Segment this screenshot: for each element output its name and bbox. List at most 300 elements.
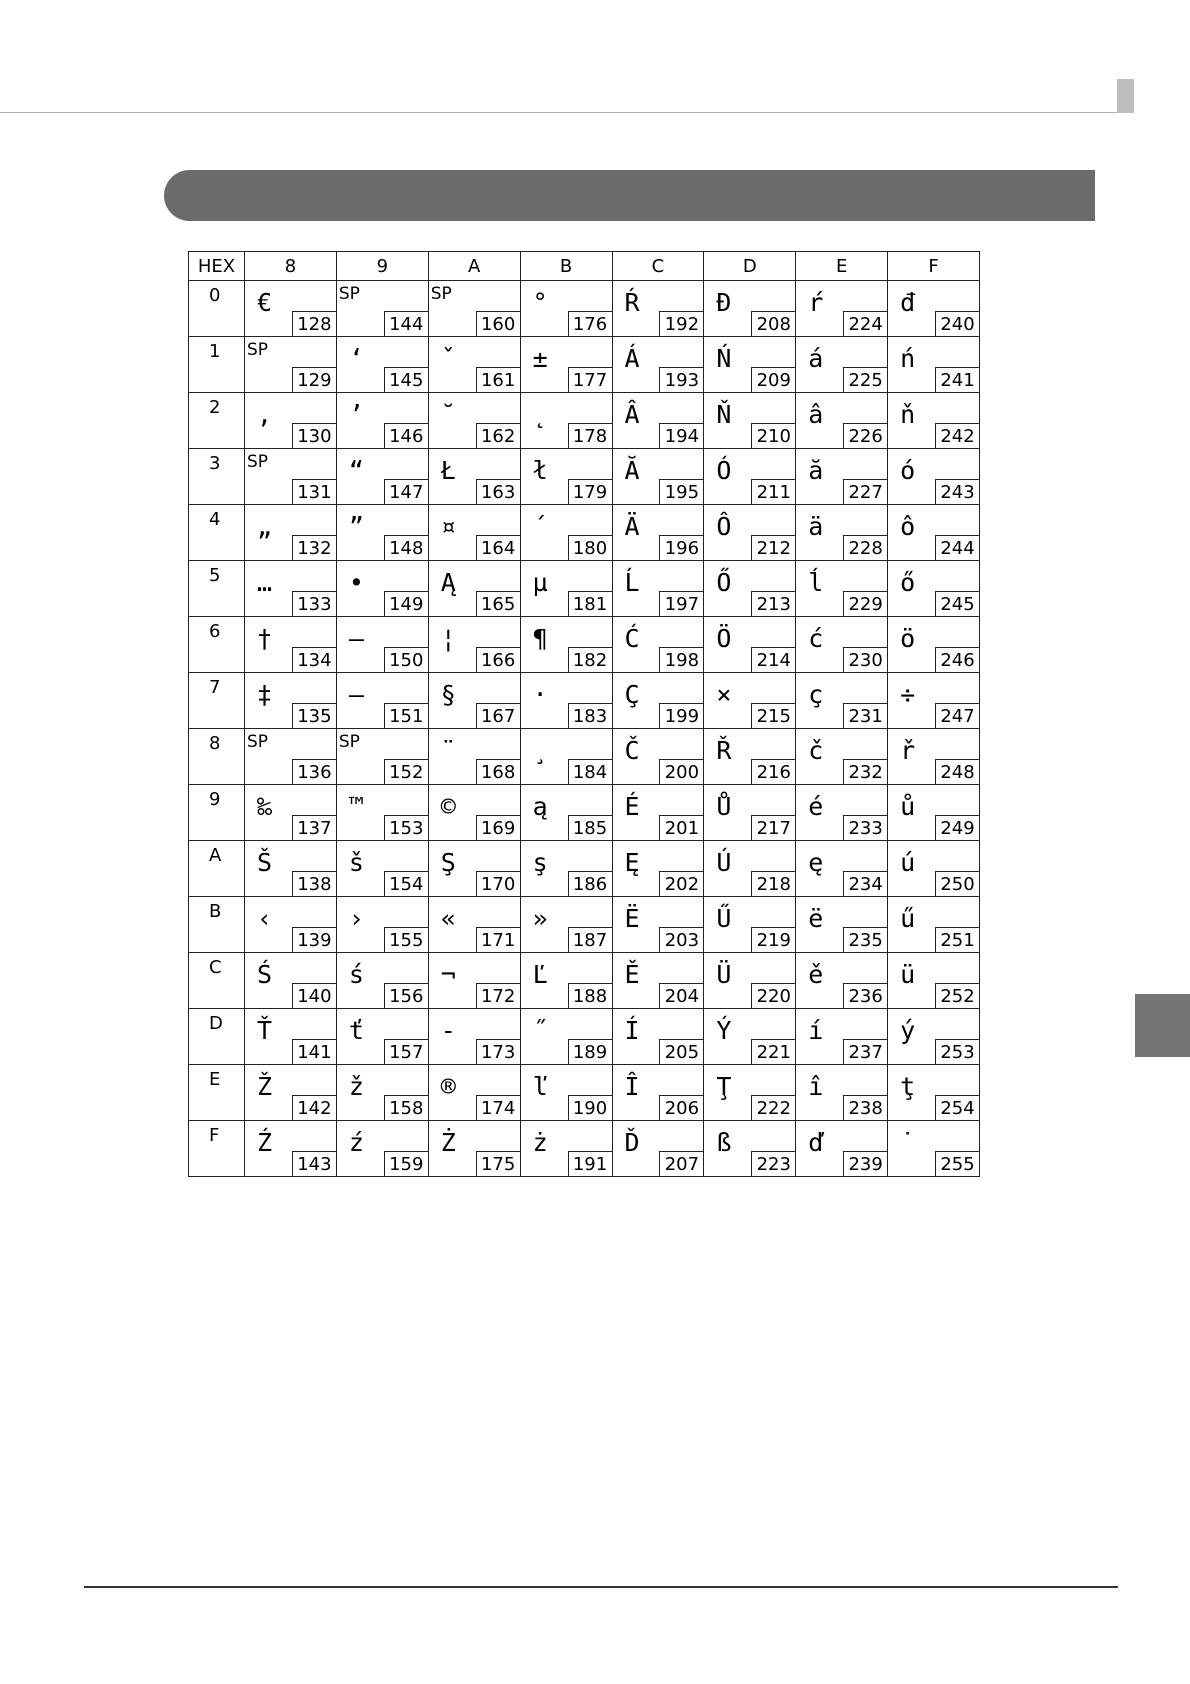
character-glyph: ˘	[440, 400, 456, 429]
char-cell	[245, 897, 337, 953]
char-cell	[704, 393, 796, 449]
character-glyph: ¶	[532, 624, 548, 653]
row-header: C	[189, 953, 245, 1009]
column-header: C	[612, 252, 704, 281]
chapter-index-tab	[1135, 994, 1190, 1057]
character-glyph: ”	[348, 512, 364, 541]
char-cell	[888, 449, 980, 505]
column-header: 9	[336, 252, 428, 281]
char-cell	[428, 1065, 520, 1121]
char-cell	[612, 561, 704, 617]
decimal-code: 162	[476, 423, 520, 448]
decimal-code: 249	[935, 815, 979, 840]
character-glyph: €	[257, 288, 273, 317]
decimal-code: 139	[292, 927, 336, 952]
decimal-code: 225	[843, 367, 887, 392]
character-glyph: ś	[348, 960, 364, 989]
char-cell	[428, 1121, 520, 1177]
decimal-code: 159	[384, 1151, 428, 1176]
decimal-code: 150	[384, 647, 428, 672]
decimal-code: 134	[292, 647, 336, 672]
char-cell	[612, 841, 704, 897]
decimal-code: 178	[568, 423, 612, 448]
row-header: 9	[189, 785, 245, 841]
char-cell	[888, 841, 980, 897]
char-cell	[245, 337, 337, 393]
character-glyph: ĺ	[808, 568, 824, 597]
character-glyph: ´	[532, 512, 548, 541]
char-cell	[612, 729, 704, 785]
decimal-code: 236	[843, 983, 887, 1008]
character-glyph: ö	[900, 624, 916, 653]
char-cell	[796, 561, 888, 617]
decimal-code: 218	[751, 871, 795, 896]
character-glyph: ‚	[257, 400, 273, 429]
character-glyph: ˝	[532, 1016, 548, 1045]
character-glyph: ®	[440, 1072, 456, 1101]
char-cell	[428, 953, 520, 1009]
decimal-code: 133	[292, 591, 336, 616]
decimal-code: 182	[568, 647, 612, 672]
decimal-code: 140	[292, 983, 336, 1008]
char-cell	[704, 281, 796, 337]
table-row	[189, 617, 980, 673]
char-cell	[336, 449, 428, 505]
character-glyph: Ů	[716, 792, 732, 821]
char-cell	[336, 841, 428, 897]
character-glyph: ¸	[532, 736, 548, 765]
character-glyph: ë	[808, 904, 824, 933]
character-code-table	[188, 251, 980, 1177]
char-cell	[612, 1009, 704, 1065]
char-cell	[428, 393, 520, 449]
character-glyph: »	[532, 904, 548, 933]
char-cell	[428, 505, 520, 561]
char-cell	[520, 561, 612, 617]
character-glyph: ü	[900, 960, 916, 989]
char-cell	[704, 1065, 796, 1121]
decimal-code: 146	[384, 423, 428, 448]
char-cell	[704, 561, 796, 617]
character-glyph: ő	[900, 568, 916, 597]
character-glyph: É	[624, 792, 640, 821]
char-cell	[428, 897, 520, 953]
decimal-code: 235	[843, 927, 887, 952]
character-glyph: ‹	[257, 904, 273, 933]
row-header: F	[189, 1121, 245, 1177]
character-glyph: Ř	[716, 736, 732, 765]
decimal-code: 141	[292, 1039, 336, 1064]
char-cell	[612, 1065, 704, 1121]
character-glyph: ±	[532, 344, 548, 373]
table-row	[189, 897, 980, 953]
decimal-code: 219	[751, 927, 795, 952]
decimal-code: 195	[659, 479, 703, 504]
character-glyph: á	[808, 344, 824, 373]
char-cell	[245, 505, 337, 561]
decimal-code: 206	[659, 1095, 703, 1120]
char-cell	[796, 505, 888, 561]
decimal-code: 229	[843, 591, 887, 616]
row-header: D	[189, 1009, 245, 1065]
decimal-code: 255	[935, 1151, 979, 1176]
decimal-code: 203	[659, 927, 703, 952]
character-glyph: ä	[808, 512, 824, 541]
character-glyph: Ł	[440, 456, 456, 485]
column-header: 8	[245, 252, 337, 281]
decimal-code: 254	[935, 1095, 979, 1120]
decimal-code: 211	[751, 479, 795, 504]
character-glyph: Ä	[624, 512, 640, 541]
char-cell	[245, 673, 337, 729]
decimal-code: 194	[659, 423, 703, 448]
character-glyph: Ą	[440, 568, 456, 597]
character-glyph: ţ	[900, 1072, 916, 1101]
character-glyph: Ő	[716, 568, 732, 597]
character-glyph: ę	[808, 848, 824, 877]
char-cell	[888, 337, 980, 393]
decimal-code: 248	[935, 759, 979, 784]
char-cell	[796, 1009, 888, 1065]
character-glyph: ć	[808, 624, 824, 653]
character-glyph: ń	[900, 344, 916, 373]
table-row	[189, 505, 980, 561]
char-cell	[612, 393, 704, 449]
char-cell	[428, 1009, 520, 1065]
decimal-code: 247	[935, 703, 979, 728]
header-rule	[0, 112, 1134, 113]
char-cell	[888, 673, 980, 729]
decimal-code: 217	[751, 815, 795, 840]
decimal-code: 212	[751, 535, 795, 560]
character-glyph: •	[348, 568, 364, 597]
character-glyph: ľ	[532, 1072, 548, 1101]
decimal-code: 166	[476, 647, 520, 672]
character-glyph: µ	[532, 568, 548, 597]
char-cell	[704, 1121, 796, 1177]
character-glyph: ÷	[900, 680, 916, 709]
decimal-code: 250	[935, 871, 979, 896]
character-glyph: ł	[532, 456, 548, 485]
char-cell	[612, 1121, 704, 1177]
decimal-code: 131	[292, 479, 336, 504]
character-glyph: â	[808, 400, 824, 429]
char-cell	[888, 1009, 980, 1065]
char-cell	[612, 897, 704, 953]
character-glyph: î	[808, 1072, 824, 1101]
character-glyph: ů	[900, 792, 916, 821]
character-glyph: ‡	[257, 680, 273, 709]
character-glyph: Ň	[716, 400, 732, 429]
decimal-code: 210	[751, 423, 795, 448]
table-row	[189, 1065, 980, 1121]
character-glyph: ŕ	[808, 288, 824, 317]
char-cell	[704, 449, 796, 505]
footer-rule	[84, 1586, 1118, 1588]
decimal-code: 198	[659, 647, 703, 672]
decimal-code: 253	[935, 1039, 979, 1064]
decimal-code: 222	[751, 1095, 795, 1120]
decimal-code: 145	[384, 367, 428, 392]
character-glyph: Ţ	[716, 1072, 732, 1101]
char-cell	[245, 729, 337, 785]
decimal-code: 197	[659, 591, 703, 616]
decimal-code: 172	[476, 983, 520, 1008]
decimal-code: 192	[659, 311, 703, 336]
table-row	[189, 1009, 980, 1065]
char-cell	[612, 281, 704, 337]
character-glyph: Š	[257, 848, 273, 877]
decimal-code: 238	[843, 1095, 887, 1120]
decimal-code: 245	[935, 591, 979, 616]
character-glyph: Ľ	[532, 960, 548, 989]
decimal-code: 156	[384, 983, 428, 1008]
char-cell	[336, 1009, 428, 1065]
character-glyph: ’	[348, 400, 364, 429]
char-cell	[336, 673, 428, 729]
char-cell	[520, 673, 612, 729]
character-glyph: ý	[900, 1016, 916, 1045]
decimal-code: 202	[659, 871, 703, 896]
decimal-code: 204	[659, 983, 703, 1008]
char-cell	[796, 617, 888, 673]
character-glyph: ¦	[440, 624, 456, 653]
decimal-code: 190	[568, 1095, 612, 1120]
char-cell	[245, 1009, 337, 1065]
decimal-code: 201	[659, 815, 703, 840]
decimal-code: 231	[843, 703, 887, 728]
char-cell	[796, 841, 888, 897]
table-row	[189, 393, 980, 449]
decimal-code: 179	[568, 479, 612, 504]
decimal-code: 240	[935, 311, 979, 336]
row-header: 1	[189, 337, 245, 393]
char-cell	[704, 673, 796, 729]
decimal-code: 169	[476, 815, 520, 840]
char-cell	[336, 561, 428, 617]
char-cell	[888, 281, 980, 337]
char-cell	[428, 337, 520, 393]
decimal-code: 230	[843, 647, 887, 672]
character-glyph: ô	[900, 512, 916, 541]
decimal-code: 161	[476, 367, 520, 392]
character-glyph: -	[440, 1016, 456, 1045]
char-cell	[888, 393, 980, 449]
decimal-code: 143	[292, 1151, 336, 1176]
decimal-code: 196	[659, 535, 703, 560]
character-glyph: ź	[348, 1128, 364, 1157]
character-glyph: ť	[348, 1016, 364, 1045]
character-glyph: SP	[247, 340, 269, 360]
decimal-code: 155	[384, 927, 428, 952]
character-glyph: ě	[808, 960, 824, 989]
decimal-code: 183	[568, 703, 612, 728]
decimal-code: 221	[751, 1039, 795, 1064]
decimal-code: 171	[476, 927, 520, 952]
char-cell	[336, 393, 428, 449]
char-cell	[520, 337, 612, 393]
character-glyph: SP	[430, 284, 452, 304]
char-cell	[428, 729, 520, 785]
char-cell	[336, 337, 428, 393]
decimal-code: 216	[751, 759, 795, 784]
decimal-code: 189	[568, 1039, 612, 1064]
decimal-code: 184	[568, 759, 612, 784]
character-glyph: Ú	[716, 848, 732, 877]
char-cell	[612, 449, 704, 505]
decimal-code: 228	[843, 535, 887, 560]
table-row	[189, 785, 980, 841]
char-cell	[888, 505, 980, 561]
character-glyph: ç	[808, 680, 824, 709]
character-glyph: Ö	[716, 624, 732, 653]
character-glyph: Ë	[624, 904, 640, 933]
decimal-code: 148	[384, 535, 428, 560]
character-glyph: Ŕ	[624, 288, 640, 317]
character-glyph: Ý	[716, 1016, 732, 1045]
character-glyph: Ż	[440, 1128, 456, 1157]
decimal-code: 167	[476, 703, 520, 728]
row-header: 0	[189, 281, 245, 337]
decimal-code: 173	[476, 1039, 520, 1064]
char-cell	[888, 1121, 980, 1177]
decimal-code: 237	[843, 1039, 887, 1064]
decimal-code: 186	[568, 871, 612, 896]
decimal-code: 252	[935, 983, 979, 1008]
decimal-code: 199	[659, 703, 703, 728]
character-glyph: ·	[532, 680, 548, 709]
decimal-code: 227	[843, 479, 887, 504]
character-glyph: Ć	[624, 624, 640, 653]
char-cell	[336, 785, 428, 841]
char-cell	[245, 393, 337, 449]
char-cell	[612, 785, 704, 841]
char-cell	[428, 673, 520, 729]
character-glyph: đ	[900, 288, 916, 317]
decimal-code: 151	[384, 703, 428, 728]
char-cell	[796, 897, 888, 953]
character-glyph: †	[257, 624, 273, 653]
char-cell	[520, 785, 612, 841]
character-glyph: Ś	[257, 960, 273, 989]
char-cell	[888, 953, 980, 1009]
character-glyph: ű	[900, 904, 916, 933]
decimal-code: 152	[384, 759, 428, 784]
char-cell	[428, 841, 520, 897]
char-cell	[245, 785, 337, 841]
row-header: 2	[189, 393, 245, 449]
char-cell	[428, 617, 520, 673]
decimal-code: 215	[751, 703, 795, 728]
decimal-code: 239	[843, 1151, 887, 1176]
char-cell	[520, 953, 612, 1009]
char-cell	[245, 449, 337, 505]
char-cell	[796, 337, 888, 393]
char-cell	[245, 617, 337, 673]
char-cell	[520, 1065, 612, 1121]
character-glyph: Ť	[257, 1016, 273, 1045]
decimal-code: 223	[751, 1151, 795, 1176]
decimal-code: 149	[384, 591, 428, 616]
row-header: 4	[189, 505, 245, 561]
decimal-code: 170	[476, 871, 520, 896]
char-cell	[520, 449, 612, 505]
decimal-code: 181	[568, 591, 612, 616]
character-glyph: Č	[624, 736, 640, 765]
character-glyph: Ű	[716, 904, 732, 933]
character-glyph: ›	[348, 904, 364, 933]
char-cell	[704, 785, 796, 841]
decimal-code: 175	[476, 1151, 520, 1176]
column-header: D	[704, 252, 796, 281]
char-cell	[520, 617, 612, 673]
char-cell	[704, 729, 796, 785]
char-cell	[612, 337, 704, 393]
char-cell	[888, 1065, 980, 1121]
decimal-code: 144	[384, 311, 428, 336]
character-glyph: ‰	[257, 792, 273, 821]
character-glyph: –	[348, 624, 364, 653]
char-cell	[888, 785, 980, 841]
decimal-code: 207	[659, 1151, 703, 1176]
character-glyph: Ü	[716, 960, 732, 989]
decimal-code: 241	[935, 367, 979, 392]
char-cell	[336, 1121, 428, 1177]
character-glyph: Ş	[440, 848, 456, 877]
char-cell	[704, 337, 796, 393]
column-header: E	[796, 252, 888, 281]
char-cell	[796, 393, 888, 449]
char-cell	[336, 897, 428, 953]
decimal-code: 154	[384, 871, 428, 896]
row-header: E	[189, 1065, 245, 1121]
table-row	[189, 449, 980, 505]
decimal-code: 246	[935, 647, 979, 672]
char-cell	[704, 505, 796, 561]
character-glyph: ¨	[440, 736, 456, 765]
decimal-code: 157	[384, 1039, 428, 1064]
char-cell	[520, 1121, 612, 1177]
character-glyph: ó	[900, 456, 916, 485]
character-glyph: ˛	[532, 400, 548, 429]
character-glyph: Đ	[716, 288, 732, 317]
char-cell	[612, 673, 704, 729]
row-header: 6	[189, 617, 245, 673]
character-glyph: Ž	[257, 1072, 273, 1101]
character-glyph: Ĺ	[624, 568, 640, 597]
character-glyph: ř	[900, 736, 916, 765]
decimal-code: 209	[751, 367, 795, 392]
char-cell	[428, 281, 520, 337]
character-glyph: ž	[348, 1072, 364, 1101]
decimal-code: 164	[476, 535, 520, 560]
character-glyph: ¤	[440, 512, 456, 541]
character-glyph: ú	[900, 848, 916, 877]
character-glyph: ą	[532, 792, 548, 821]
character-glyph: Î	[624, 1072, 640, 1101]
character-glyph: «	[440, 904, 456, 933]
decimal-code: 224	[843, 311, 887, 336]
char-cell	[336, 729, 428, 785]
char-cell	[796, 1121, 888, 1177]
decimal-code: 130	[292, 423, 336, 448]
char-cell	[520, 505, 612, 561]
char-cell	[336, 1065, 428, 1121]
char-cell	[245, 561, 337, 617]
character-glyph: Ď	[624, 1128, 640, 1157]
char-cell	[336, 505, 428, 561]
character-glyph: Á	[624, 344, 640, 373]
